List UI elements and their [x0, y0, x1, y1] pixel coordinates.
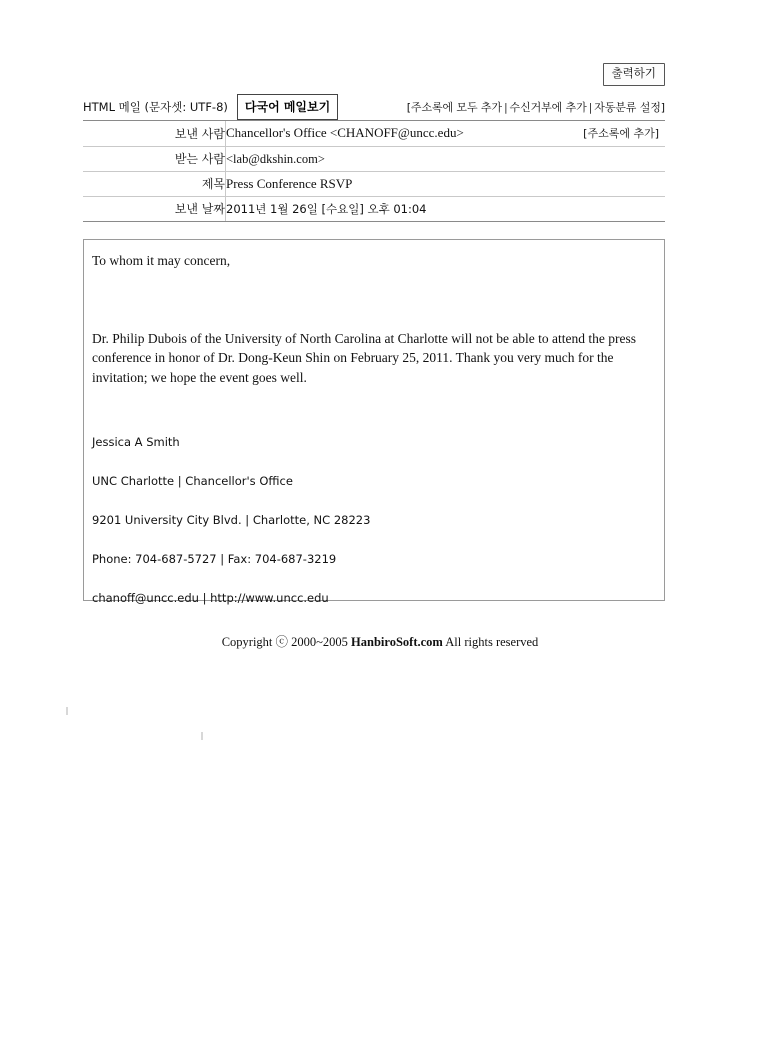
print-button[interactable]: 출력하기 — [603, 63, 665, 86]
field-label-subject: 제목 — [83, 171, 226, 196]
print-toolbar — [83, 63, 665, 86]
body-spacer-2 — [92, 387, 654, 435]
mail-header-bar — [83, 96, 665, 118]
add-sender-to-addressbook-link[interactable]: [주소록에 추가] — [583, 127, 659, 141]
date-text: 2011년 1월 26일 [수요일] 오후 01:04 — [226, 201, 427, 216]
scan-artifact — [201, 732, 203, 740]
footer-copyright — [0, 632, 760, 650]
subject-text: Press Conference RSVP — [226, 175, 353, 191]
table-row — [83, 196, 665, 221]
sender-text: Chancellor's Office <CHANOFF@uncc.edu> — [226, 125, 464, 141]
add-to-blocklist-link[interactable]: 수신거부에 추가 — [509, 101, 587, 114]
field-value-date — [226, 196, 666, 221]
copyright-suffix: All rights reserved — [442, 635, 539, 649]
field-label-date: 보낸 날짜 — [83, 196, 226, 221]
field-label-sender: 보낸 사람 — [83, 121, 226, 146]
header-action-links — [407, 99, 665, 115]
scan-artifact — [66, 707, 68, 715]
link-separator-1: | — [503, 101, 508, 114]
auto-filter-settings-link[interactable]: 자동분류 설정 — [594, 101, 661, 114]
table-row — [83, 121, 665, 146]
message-body-content — [84, 240, 664, 606]
field-label-recipient: 받는 사람 — [83, 146, 226, 171]
body-spacer-1 — [92, 271, 654, 329]
signature-email-web: chanoff@uncc.edu | http://www.uncc.edu — [92, 591, 329, 605]
signature-phone: Phone: 704-687-5727 | Fax: 704-687-3219 — [92, 552, 337, 567]
field-value-sender — [226, 121, 666, 146]
copyright-company: HanbiroSoft.com — [351, 635, 443, 649]
message-body-panel — [83, 239, 665, 605]
signature-address: 9201 University City Blvd. | Charlotte, NC 28223 — [92, 513, 371, 528]
table-row — [83, 171, 665, 196]
bracket-close: ] — [660, 101, 665, 114]
body-paragraph: Dr. Philip Dubois of the University of North Carolina at Charlotte will not be able to attend the press conference in honor of Dr. Dong-Keun Shin on February 25, 2011. Thank you very much for the invitation; we hope the event goes well. — [92, 330, 637, 385]
add-all-to-addressbook-link[interactable]: 주소록에 모두 추가 — [410, 101, 502, 114]
field-value-recipient — [226, 146, 666, 171]
multilingual-mail-button[interactable]: 다국어 메일보기 — [237, 94, 338, 120]
field-value-subject — [226, 171, 666, 196]
mail-charset-label: HTML 메일 (문자셋: UTF-8) — [83, 100, 228, 114]
bracket-open: [ — [406, 101, 411, 114]
copyright-prefix: Copyright ⓒ 2000~2005 — [221, 635, 352, 649]
signature-org: UNC Charlotte | Chancellor's Office — [92, 474, 293, 489]
body-greeting: To whom it may concern, — [92, 253, 231, 268]
recipient-text: <lab@dkshin.com> — [226, 151, 325, 166]
message-header-table — [83, 120, 665, 222]
link-separator-2: | — [588, 101, 593, 114]
signature-name: Jessica A Smith — [92, 435, 180, 450]
table-row — [83, 146, 665, 171]
